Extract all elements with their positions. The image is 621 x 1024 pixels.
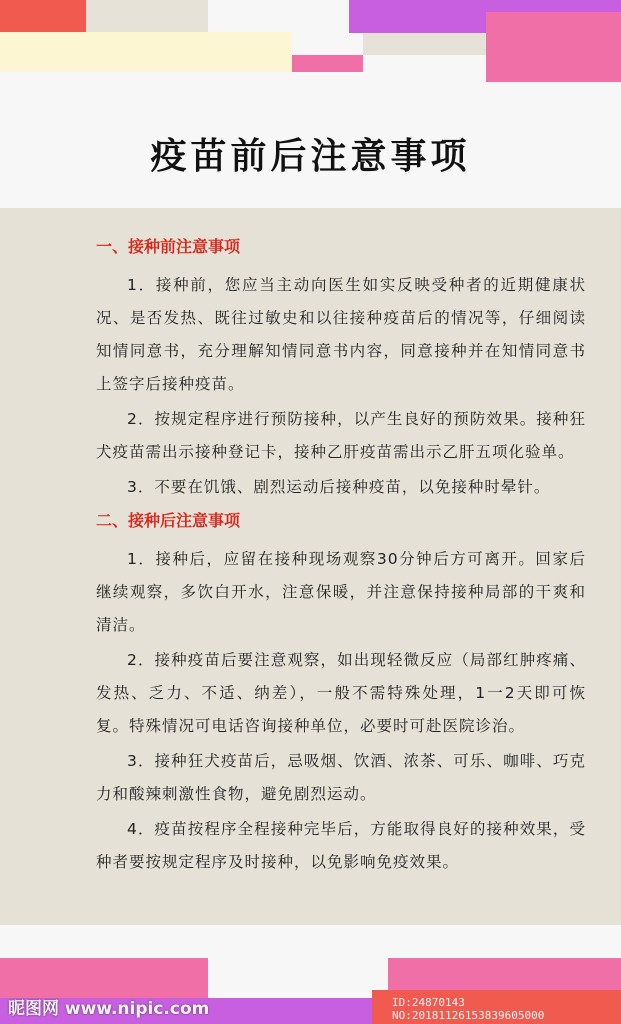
section-heading-after: 二、接种后注意事项 xyxy=(96,511,241,530)
paragraph: 2．接种疫苗后要注意观察，如出现轻微反应（局部红肿疼痛、发热、乏力、不适、纳差），一般不需特殊处理，1一2天即可恢复。特殊情况可电话咨询接种单位，必要时可赴医院诊治。 xyxy=(96,651,586,735)
paragraph: 2．按规定程序进行预防接种，以产生良好的预防效果。接种狂犬疫苗需出示接种登记卡，接种乙肝疫苗需出示乙肝五项化验单。 xyxy=(96,410,586,461)
paragraph: 4．疫苗按程序全程接种完毕后，方能取得良好的接种效果，受种者要按规定程序及时接种，以免影响免疫效果。 xyxy=(96,820,586,871)
decor-block-tan xyxy=(363,33,486,55)
decor-block-pink-bottom-left xyxy=(0,958,208,998)
paragraph: 3．接种狂犬疫苗后，忌吸烟、饮酒、浓茶、可乐、咖啡、巧克力和酸辣刺激性食物，避免剧烈运动。 xyxy=(96,752,586,803)
paragraph: 1．接种后，应留在接种现场观察30分钟后方可离开。回家后继续观察，多饮白开水，注意保暖，并注意保持接种局部的干爽和清洁。 xyxy=(96,550,586,634)
decor-block-pink-small xyxy=(292,55,363,72)
content-body xyxy=(96,234,586,879)
paragraph: 1．接种前，您应当主动向医生如实反映受种者的近期健康状况、是否发热、既往过敏史和以往接种疫苗后的情况等，仔细阅读知情同意书，充分理解知情同意书内容，同意接种并在知情同意书上签字后接种疫苗。 xyxy=(96,276,586,393)
paragraph: 3．不要在饥饿、剧烈运动后接种疫苗，以免接种时晕针。 xyxy=(127,478,551,496)
watermark-id: ID:24870143 NO:20181126153839605000 xyxy=(392,996,545,1022)
content-panel xyxy=(0,208,621,925)
decor-block-cream xyxy=(0,32,292,72)
decor-block-grey xyxy=(86,0,208,32)
section-heading-before: 一、接种前注意事项 xyxy=(96,237,241,256)
decor-block-pink xyxy=(486,12,621,82)
watermark-site: 昵图网 www.nipic.com xyxy=(8,999,210,1019)
page-title: 疫苗前后注意事项 xyxy=(150,136,471,177)
